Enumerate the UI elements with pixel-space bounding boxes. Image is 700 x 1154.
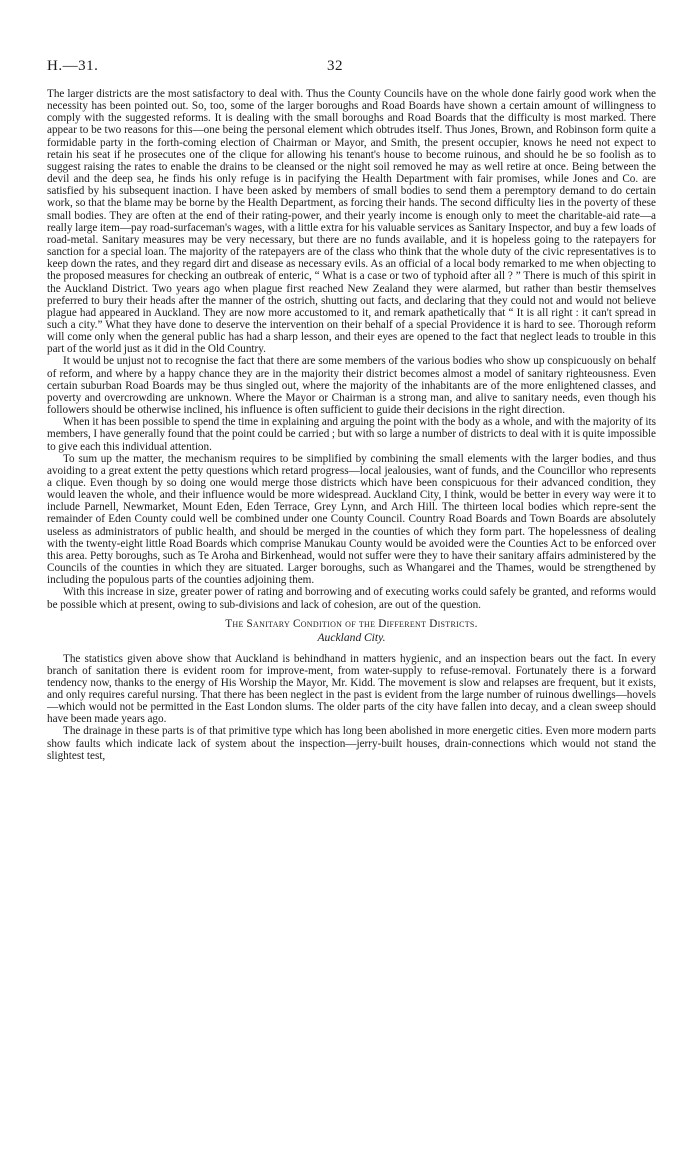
sub-heading: Auckland City. (317, 631, 386, 645)
paragraph: With this increase in size, greater power of rating and borrowing and of executing works could safely be granted, and reforms would be possible which at present, owing to sub-divisions and lack of cohesion, are out of the question. (47, 586, 656, 611)
page-header (47, 58, 656, 88)
paragraph: It would be unjust not to recognise the fact that there are some members of the various bodies who show up conspicuously on behalf of reform, and where by a happy chance they are in the majority their district becomes almost a model of sanitary righteousness. Even certain suburban Road Boards may be thus singled out, where the majority of the inhabitants are of the more enlightened classes, and poverty and overcrowding are unknown. Where the Mayor or Chairman is a strong man, and alive to sanitary needs, even though his followers should be otherwise inclined, his influence is often sufficient to guide their decisions in the right direction. (47, 355, 656, 417)
document-reference: H.—31. (47, 58, 99, 74)
paragraph: The larger districts are the most satisfactory to deal with. Thus the County Councils have on the whole done fairly good work when the necessity has been pointed out. So, too, some of the larger boroughs and Road Boards have shown a certain amount of willingness to comply with the suggested reforms. It is dealing with the small boroughs and Road Boards that the difficulty is most marked. There appear to be two reasons for this—one being the personal element which obtrudes itself. Thus Jones, Brown, and Robinson form quite a formidable party in the forth-coming election of Chairman or Mayor, and Smith, the present occupier, knows he need not expect to retain his seat if he prosecutes one of the clique for allowing his tenant's house to become ruinous, and should he be so foolish as to suggest raising the rates to enable the drains to be cleansed or the night soil removed he may as well retire at once. Being between the devil and the deep sea, he finds his only refuge is in pacifying the Health Department with fair promises, while Jones and Co. are satisfied by his subsequent inaction. I have been asked by members of small bodies to send them a peremptory demand to do certain work, so that the blame may be borne by the Health Department, as forcing their hands. The second difficulty lies in the poverty of these small bodies. They are often at the end of their rating-power, and their yearly income is enough only to meet the charitable-aid rate—a really large item—pay road-surfaceman's wages, with a little extra for his valuable services as Sanitary Inspector, and buy a few loads of road-metal. Sanitary measures may be very necessary, but there are no funds available, and it is hopeless going to the ratepayers for sanction for a special loan. The majority of the ratepayers are of the class who think that the whole duty of the civic representatives is to keep down the rates, and they regard dirt and disease as necessary evils. As an official of a local body remarked to me when objecting to the proposed measures for checking an outbreak of enteric, “ What is a case or two of typhoid after all ? ” There is much of this spirit in the Auckland District. Two years ago when plague first reached New Zealand they were alarmed, but rather than bestir themselves preferred to bury their heads after the manner of the ostrich, shutting out facts, and declaring that they could not and would not believe plague had appeared in Auckland. They are now more accustomed to it, and remark apathetically that “ It is all right : it can't spread in such a city.” What they have done to deserve the intervention on their behalf of a special Providence it is hard to see. Thorough reform will come only when the general public has had a sharp lesson, and their eyes are opened to the fact that neglect leads to trouble in this part of the world just as it did in the Old Country. (47, 88, 656, 356)
body-text (47, 88, 656, 762)
page-number: 32 (327, 58, 343, 74)
paragraph: The drainage in these parts is of that primitive type which has long been abolished in more energetic cities. Even more modern parts show faults which indicate lack of system about the inspection—jerry-built houses, drain-connections which would not stand the slightest test, (47, 725, 656, 762)
paragraph: The statistics given above show that Auckland is behindhand in matters hygienic, and an inspection bears out the fact. In every branch of sanitation there is evident room for improve-ment, from water-supply to refuse-removal. Fortunately there is a forward tendency now, thanks to the energy of His Worship the Mayor, Mr. Kidd. The movement is slow and relapses are frequent, but it exists, and only requires careful nursing. That there has been neglect in the past is evident from the large number of ruinous dwellings—hovels—which would not be permitted in the East London slums. The older parts of the city have fallen into decay, and a clean sweep should have been made years ago. (47, 652, 656, 726)
paragraph: When it has been possible to spend the time in explaining and arguing the point with the body as a whole, and with the majority of its members, I have generally found that the point could be carried ; but with so large a number of districts to deal with it is quite impossible to give each this individual attention. (47, 416, 656, 453)
paragraph: To sum up the matter, the mechanism requires to be simplified by combining the small elements with the larger bodies, and thus avoiding to a great extent the petty questions which retard progress—local jealousies, want of funds, and the Councillor who represents a clique. Even though by so doing one would merge those districts which have been conspicuous for their advanced condition, they would leaven the whole, and their influence would be more widespread. Auckland City, I think, would be better in every way were it to include Parnell, Newmarket, Mount Eden, Eden Terrace, Grey Lynn, and Arch Hill. The thirteen local bodies which repre-sent the remainder of Eden County could well be combined under one County Council. Country Road Boards and Town Boards are absolutely useless as administrators of public health, and should be merged in the counties of which they form part. The hopelessness of dealing with the twenty-eight little Road Boards which comprise Manukau County would be avoided were the Counties Act to be enforced over this area. Petty boroughs, such as Te Aroha and Birkenhead, would not suffer were they to have their sanitary affairs administered by the Councils of the counties in which they are situated. Larger boroughs, such as Whangarei and the Thames, would be strengthened by including the populous parts of the counties adjoining them. (47, 452, 656, 587)
section-heading: The Sanitary Condition of the Different Districts. (225, 617, 478, 630)
